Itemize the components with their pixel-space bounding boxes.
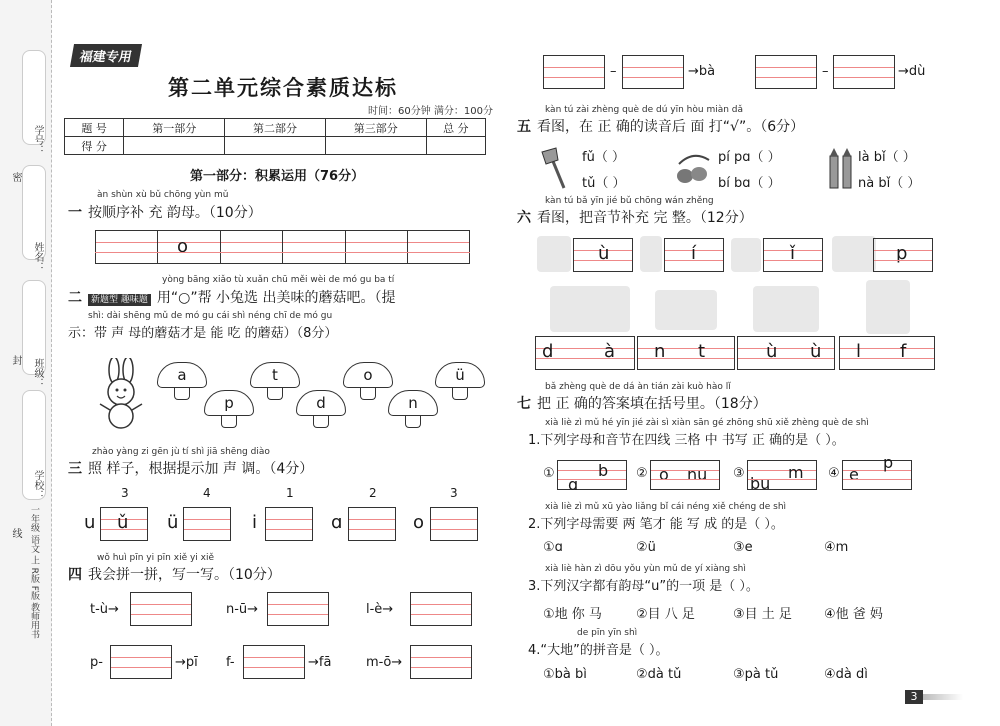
q2-tag: 新题型 趣味题 xyxy=(88,294,151,306)
q4-answer-box[interactable] xyxy=(755,55,817,89)
q3-letter: i xyxy=(252,512,258,533)
q4-dash: – xyxy=(610,64,617,79)
q7-s1-marker[interactable]: ④ xyxy=(828,466,840,481)
mushroom[interactable] xyxy=(157,362,207,400)
q7-s2-option[interactable]: ①ɑ xyxy=(543,540,563,555)
q5-text: 看图，在 正 确的读音后 面 打“√”。（6分） xyxy=(537,119,805,135)
q3-answer-box[interactable] xyxy=(348,507,396,541)
q5-option[interactable]: fǔ（ ） xyxy=(582,150,625,165)
q4-result: →bà xyxy=(688,64,716,79)
score-cell[interactable] xyxy=(124,137,225,155)
mushroom-label: o xyxy=(363,366,373,384)
q6-syllable-grid[interactable] xyxy=(637,336,735,370)
q4-answer-box[interactable] xyxy=(110,645,172,679)
q7-s3-option[interactable]: ④他 爸 妈 xyxy=(824,607,883,622)
book-info: 一年级 语文 上 R版 F版 教师用书 xyxy=(29,505,39,639)
grid-divider xyxy=(220,231,221,263)
seal-mark-3: 线 xyxy=(10,528,21,538)
great-wall-image xyxy=(550,286,630,332)
name-label: 姓名： xyxy=(32,242,43,272)
mushroom[interactable] xyxy=(204,390,254,428)
q6-given: ǐ xyxy=(790,243,796,264)
q7-s1-option-grid[interactable] xyxy=(747,460,817,493)
binding-strip xyxy=(0,0,52,726)
mushroom[interactable] xyxy=(435,362,485,400)
q7-s4-text: 4.“大地”的拼音是（ ）。 xyxy=(528,643,669,658)
q2-text: 用“○”帮 小兔选 出美味的蘑菇吧。（提 xyxy=(156,290,396,306)
q6-given: í xyxy=(691,243,697,264)
q3-example: ǔ xyxy=(117,512,129,533)
grid-divider xyxy=(95,231,96,263)
mushroom-label: d xyxy=(316,394,326,412)
q3-line xyxy=(68,458,313,478)
q7-s1-letter: m xyxy=(788,463,804,482)
q7-s1-letter: p xyxy=(883,453,894,472)
q3-letter: o xyxy=(413,512,425,533)
q4-answer-box[interactable] xyxy=(410,592,472,626)
q4-item: f- xyxy=(226,655,235,670)
mushroom-label: t xyxy=(272,366,278,384)
q6-syllable-grid[interactable] xyxy=(873,238,933,272)
q4-item: p- xyxy=(90,655,103,670)
q4-item: →pī xyxy=(175,655,198,670)
rabbit-image xyxy=(92,358,152,430)
mushroom-label: ü xyxy=(455,366,465,384)
score-header: 题 号 xyxy=(65,119,124,137)
q4-pinyin: wǒ huì pīn yi pīn xiě yi xiě xyxy=(97,553,215,563)
q4-result: →dù xyxy=(898,64,926,79)
part-one-heading: 第一部分：积累运用（76分） xyxy=(190,169,365,184)
q7-s2-option[interactable]: ②ü xyxy=(636,540,656,555)
q7-s1-option-grid[interactable] xyxy=(557,460,627,494)
tone-hint: 4 xyxy=(203,486,211,500)
axe-image xyxy=(538,146,572,190)
q6-given: p xyxy=(896,243,908,264)
q4-dash: – xyxy=(822,64,829,79)
q1-text: 按顺序补 充 韵母。（10分） xyxy=(88,205,262,221)
q7-s3-text: 3.下列汉字都有韵母“u”的一项 是（ ）。 xyxy=(528,579,759,594)
q7-s2-pinyin: xià liè zì mǔ xū yào liǎng bǐ cái néng xiě chéng de shì xyxy=(545,502,787,512)
q6-given: d xyxy=(542,341,554,362)
q4-line xyxy=(68,564,281,584)
q5-option[interactable]: nà bǐ（ ） xyxy=(858,176,921,191)
q6-given: ù xyxy=(810,341,822,362)
q4-number: 四 xyxy=(68,567,82,583)
q6-line xyxy=(517,207,753,227)
q5-number: 五 xyxy=(517,119,531,135)
q3-number: 三 xyxy=(68,461,82,477)
q6-given: ù xyxy=(766,341,778,362)
q6-syllable-grid[interactable] xyxy=(664,238,724,272)
q4-answer-box[interactable] xyxy=(243,645,305,679)
class-label: 班级： xyxy=(32,358,43,388)
q7-s1-letter: e xyxy=(849,465,859,484)
q3-answer-box[interactable] xyxy=(265,507,313,541)
page-number-bar xyxy=(923,694,963,700)
q3-answer-box[interactable] xyxy=(100,507,148,541)
seal-mark: 密 xyxy=(10,172,21,182)
q6-syllable-grid[interactable] xyxy=(535,336,635,370)
exam-meta: 时间：60分钟 满分：100分 xyxy=(368,106,493,117)
page-title: 第二单元综合素质达标 xyxy=(168,76,398,100)
rice-bag-image xyxy=(731,238,761,272)
q7-s1-letter: bu xyxy=(750,474,771,493)
student-number-label: 学号： xyxy=(32,125,43,155)
q7-s3-option[interactable]: ②目 八 足 xyxy=(636,607,695,622)
mushroom[interactable] xyxy=(343,362,393,400)
q2-line xyxy=(68,287,396,307)
q5-line xyxy=(517,116,804,136)
mushroom[interactable] xyxy=(388,390,438,428)
q3-letter: u xyxy=(84,512,96,533)
q7-s3-option[interactable]: ③目 土 足 xyxy=(733,607,792,622)
q7-s1-pinyin: xià liè zì mǔ hé yīn jié zài sì xiàn sān gé zhōng shū xiě zhèng què de shì xyxy=(545,418,869,428)
score-cell[interactable] xyxy=(426,137,485,155)
q1-given-letter: o xyxy=(177,236,189,257)
q7-s1-text: 1.下列字母和音节在四线 三格 中 书写 正 确的是（ ）。 xyxy=(528,433,845,448)
q7-s2-text: 2.下列字母需要 两 笔才 能 写 成 的是（ ）。 xyxy=(528,517,784,532)
q7-s1-marker[interactable]: ② xyxy=(636,466,648,481)
q7-s2-option[interactable]: ③e xyxy=(733,540,753,555)
q7-s4-option[interactable]: ③pà tǔ xyxy=(733,667,779,682)
q7-number: 七 xyxy=(517,396,531,412)
q6-given: l xyxy=(856,341,862,362)
grid-divider xyxy=(407,231,408,263)
q4-item: t-ù→ xyxy=(90,602,119,617)
q6-syllable-grid[interactable] xyxy=(763,238,823,272)
score-header: 第二部分 xyxy=(225,119,326,137)
grid-divider xyxy=(157,231,158,263)
q4-answer-box[interactable] xyxy=(267,592,329,626)
q4-answer-box[interactable] xyxy=(833,55,895,89)
q1-number: 一 xyxy=(68,205,82,221)
q7-text: 把 正 确的答案填在括号里。（18分） xyxy=(537,396,767,412)
tone-hint: 3 xyxy=(450,486,458,500)
mud-image xyxy=(655,290,717,330)
page-number: 3 xyxy=(905,690,923,704)
q6-syllable-grid[interactable] xyxy=(737,336,835,370)
loquat-image xyxy=(673,150,713,188)
q6-given: à xyxy=(604,341,616,362)
q4-answer-box[interactable] xyxy=(622,55,684,89)
mushroom[interactable] xyxy=(296,390,346,428)
q1-pinyin: àn shùn xù bǔ chōng yùn mǔ xyxy=(97,190,229,200)
mountain-image xyxy=(753,286,819,332)
q2-number: 二 xyxy=(68,290,82,306)
q7-s1-marker[interactable]: ③ xyxy=(733,466,745,481)
q7-s1-letter: nu xyxy=(687,465,708,484)
q6-given: ù xyxy=(598,243,610,264)
q3-answer-box[interactable] xyxy=(183,507,231,541)
tone-hint: 3 xyxy=(121,486,129,500)
q7-s4-option[interactable]: ④dà dì xyxy=(824,667,868,682)
score-cell[interactable] xyxy=(225,137,326,155)
q1-writing-grid[interactable] xyxy=(95,230,470,264)
q5-option[interactable]: bí bɑ（ ） xyxy=(718,176,781,191)
q7-s4-option[interactable]: ①bà bì xyxy=(543,667,587,682)
q4-item: n-ū→ xyxy=(226,602,259,617)
school-label: 学校： xyxy=(32,470,43,500)
q7-s1-option-grid[interactable] xyxy=(842,453,912,490)
q4-answer-box[interactable] xyxy=(410,645,472,679)
q7-line xyxy=(517,393,767,413)
q6-given: n xyxy=(654,341,666,362)
q6-number: 六 xyxy=(517,210,531,226)
q7-s4-pinyin: de pīn yīn shì xyxy=(577,628,638,638)
dustpan-image xyxy=(832,236,876,272)
tone-hint: 2 xyxy=(369,486,377,500)
q4-answer-box[interactable] xyxy=(130,592,192,626)
q7-s1-letter: o xyxy=(659,465,669,484)
q4-text: 我会拼一拼，写一写。（10分） xyxy=(88,567,281,583)
grandpa-image xyxy=(866,280,910,334)
q2-pinyin-2: shì: dài shēng mǔ de mó gu cái shì néng chī de mó gu xyxy=(88,311,333,321)
region-badge: 福建专用 xyxy=(70,44,142,67)
q6-syllable-grid[interactable] xyxy=(839,336,935,370)
mushroom-label: p xyxy=(224,394,234,412)
nose-image xyxy=(640,236,662,272)
q6-syllable-grid[interactable] xyxy=(573,238,633,272)
tone-hint: 1 xyxy=(286,486,294,500)
score-header: 第一部分 xyxy=(124,119,225,137)
q7-s2-option[interactable]: ④m xyxy=(824,540,849,555)
q3-letter: ü xyxy=(167,512,179,533)
score-header: 总 分 xyxy=(426,119,485,137)
q7-pinyin: bǎ zhèng què de dá àn tián zài kuò hào lǐ xyxy=(545,382,731,392)
q7-s1-marker[interactable]: ① xyxy=(543,466,555,481)
q7-s4-option[interactable]: ②dà tǔ xyxy=(636,667,682,682)
q4-item: m-ō→ xyxy=(366,655,403,670)
grid-divider xyxy=(282,231,283,263)
q6-pinyin: kàn tú bǎ yīn jié bǔ chōng wán zhěng xyxy=(545,196,714,206)
mushroom-label: a xyxy=(177,366,187,384)
grid-divider xyxy=(345,231,346,263)
mushroom[interactable] xyxy=(250,362,300,400)
q7-s1-letter: ɑ xyxy=(568,475,579,494)
q3-letter: ɑ xyxy=(331,512,343,533)
score-cell[interactable] xyxy=(325,137,426,155)
mushroom-label: n xyxy=(408,394,418,412)
deer-image xyxy=(537,236,571,272)
seal-mark-2: 封 xyxy=(10,355,21,365)
q1-line xyxy=(68,202,262,222)
q6-given: t xyxy=(698,341,706,362)
q6-given: f xyxy=(900,341,907,362)
q5-option[interactable]: là bǐ（ ） xyxy=(858,150,916,165)
q7-s3-pinyin: xià liè hàn zì dōu yǒu yùn mǔ de yí xiàng shì xyxy=(545,564,746,574)
q5-option[interactable]: pí pɑ（ ） xyxy=(718,150,781,165)
q3-pinyin: zhào yàng zi gēn jù tí shì jiā shēng diào xyxy=(92,447,270,457)
q2-text-2: 示：带 声 母的蘑菇才是 能 吃 的蘑菇）（8分） xyxy=(68,326,338,341)
q4-item: l-è→ xyxy=(366,602,394,617)
grid-divider xyxy=(469,231,470,263)
q7-s1-option-grid[interactable] xyxy=(650,460,720,490)
q5-option[interactable]: tǔ（ ） xyxy=(582,176,626,191)
score-table xyxy=(64,118,486,155)
q7-s1-letter: b xyxy=(598,461,609,480)
q2-pinyin: yòng bāng xiǎo tù xuǎn chū měi wèi de mó gu ba tí xyxy=(162,275,395,285)
q6-text: 看图，把音节补充 完 整。（12分） xyxy=(537,210,753,226)
q7-s3-option[interactable]: ①地 你 马 xyxy=(543,607,602,622)
q3-answer-box[interactable] xyxy=(430,507,478,541)
q4-answer-box[interactable] xyxy=(543,55,605,89)
q5-pinyin: kàn tú zài zhèng què de dú yīn hòu miàn dǎ xyxy=(545,105,744,115)
q3-text: 照 样子，根据提示加 声 调。（4分） xyxy=(88,461,314,477)
crayons-image xyxy=(826,146,856,190)
q4-item: →fā xyxy=(308,655,332,670)
score-row-label: 得 分 xyxy=(65,137,124,155)
score-header: 第三部分 xyxy=(325,119,426,137)
